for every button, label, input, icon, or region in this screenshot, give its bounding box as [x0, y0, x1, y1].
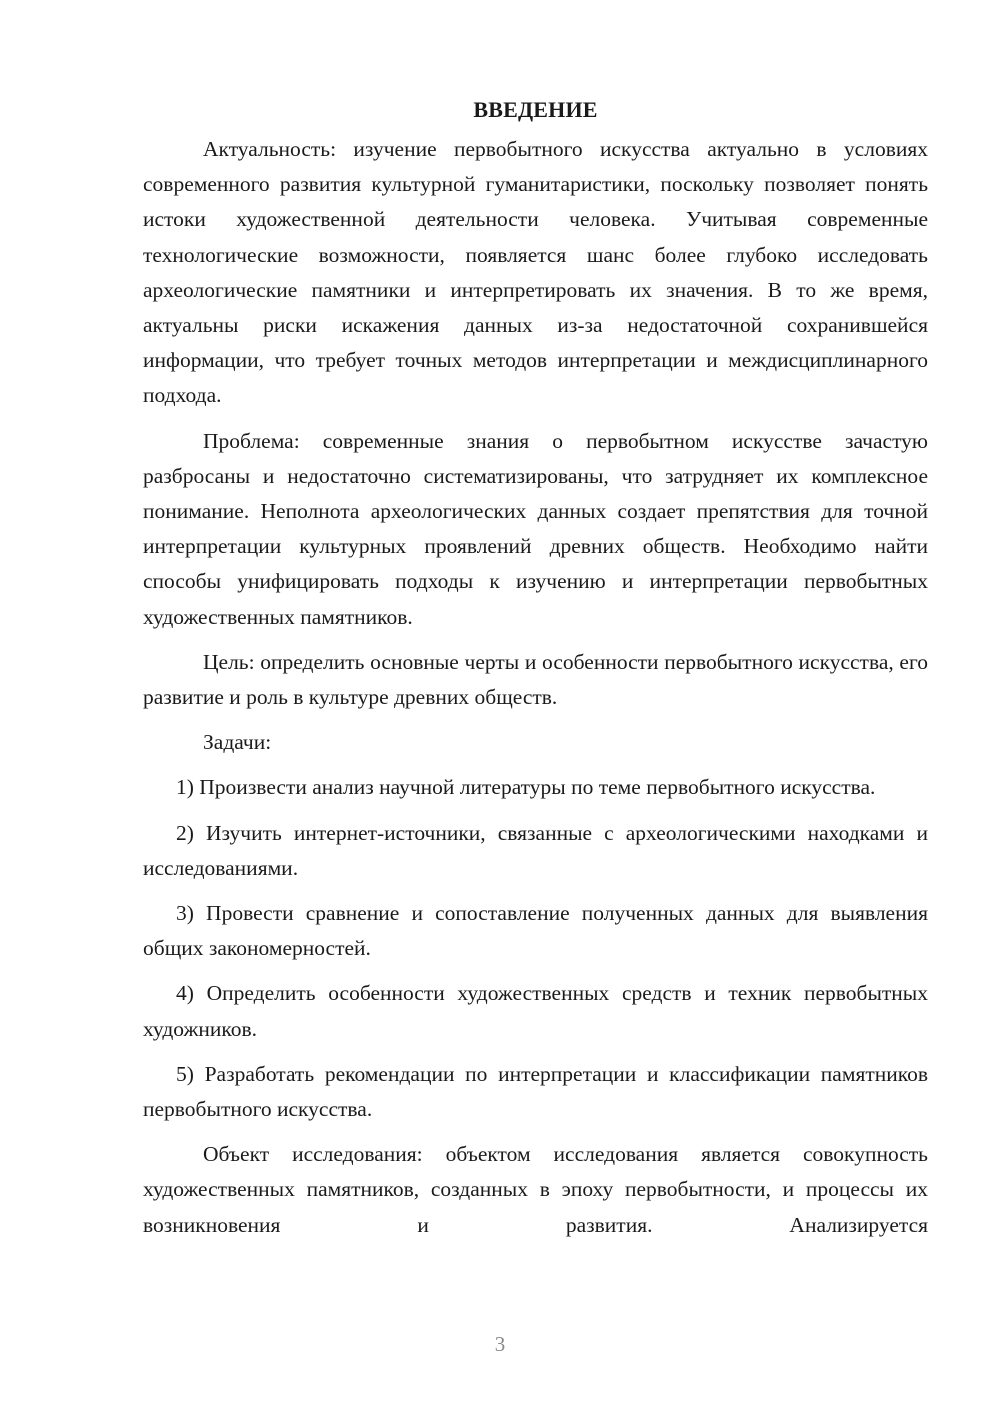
- object-paragraph: Объект исследования: объектом исследования является совокупность художественных памятников, созданных в эпоху первобытности, и процессы их возникновения и развития. Анализируется: [143, 1142, 928, 1237]
- problem-paragraph: Проблема: современные знания о первобытном искусстве зачастую разбросаны и недостаточно систематизированы, что затрудняет их комплексное понимание. Неполнота археологических данных создает препятствия для точной интерпретации культурных проявлений древних обществ. Необходимо найти способы унифицировать подходы к изучению и интерпретации первобытных художественных памятников.: [143, 428, 928, 629]
- tasks-heading: Задачи:: [203, 730, 272, 755]
- list-item: 2) Изучить интернет-источники, связанные с археологическими находками и исследованиями.: [143, 820, 928, 880]
- list-item: 3) Провести сравнение и сопоставление полученных данных для выявления общих закономерностей.: [143, 901, 928, 961]
- list-item: 1) Произвести анализ научной литературы по теме первобытного искусства.: [176, 775, 876, 800]
- goal-paragraph: Цель: определить основные черты и особенности первобытного искусства, его развитие и роль в культуре древних обществ.: [143, 649, 928, 710]
- section-title: ВВЕДЕНИЕ: [473, 97, 598, 122]
- relevance-paragraph: Актуальность: изучение первобытного искусства актуально в условиях современного развития культурной гуманитаристики, поскольку позволяет понять истоки художественной деятельности человека. Учитывая современные технологические возможности, появляется шанс более глубоко исследовать археологические памятники и интерпретировать их значения. В то же время, актуальны риски искажения данных из-за недостаточной сохранившейся информации, что требует точных методов интерпретации и междисциплинарного подхода.: [143, 137, 928, 408]
- page-number: 3: [494, 1332, 506, 1356]
- tasks-list: [143, 770, 928, 1127]
- list-item: 5) Разработать рекомендации по интерпретации и классификации памятников первобытного искусства.: [143, 1061, 928, 1122]
- document-page: [143, 92, 928, 1243]
- list-item: 4) Определить особенности художественных средств и техник первобытных художников.: [143, 981, 928, 1041]
